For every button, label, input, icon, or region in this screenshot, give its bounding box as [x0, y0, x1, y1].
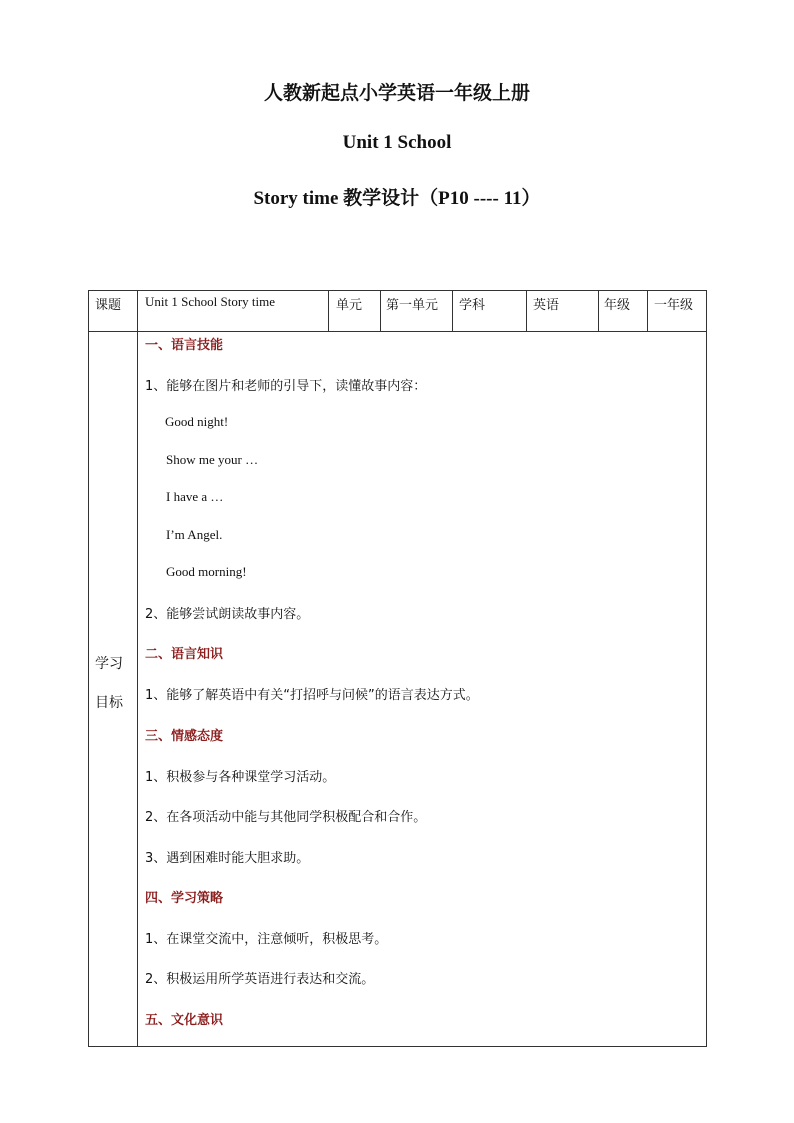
- row-divider: [89, 331, 706, 332]
- goal-item: 1、在课堂交流中，注意倾听，积极思考。: [145, 932, 388, 947]
- unit-label: 单元: [336, 298, 363, 313]
- lesson-plan-table: [88, 290, 707, 1047]
- grade-value: 一年级: [654, 298, 694, 313]
- goal-heading-strategies: 四、学习策略: [145, 891, 224, 906]
- subject-value: 英语: [533, 298, 560, 313]
- goal-heading-language-skills: 一、语言技能: [145, 338, 224, 353]
- story-sentence: Good morning!: [166, 564, 247, 579]
- column-divider: [647, 291, 648, 331]
- column-divider: [526, 291, 527, 331]
- column-divider: [137, 291, 138, 1046]
- lesson-title: Story time 教学设计（P10 ---- 11）: [253, 188, 541, 209]
- goal-item: 1、能够了解英语中有关“打招呼与问候”的语言表达方式。: [145, 688, 479, 703]
- story-sentence: I have a …: [166, 489, 224, 504]
- column-divider: [598, 291, 599, 331]
- story-sentence: Show me your …: [166, 452, 259, 467]
- goal-item: 2、能够尝试朗读故事内容。: [145, 607, 310, 622]
- story-sentence: I’m Angel.: [166, 527, 223, 542]
- subject-label: 学科: [459, 298, 486, 313]
- document-title: 人教新起点小学英语一年级上册: [263, 83, 530, 104]
- column-divider: [452, 291, 453, 331]
- unit-title: Unit 1 School: [342, 132, 452, 153]
- unit-value: 第一单元: [386, 298, 439, 313]
- goal-item: 1、积极参与各种课堂学习活动。: [145, 770, 336, 785]
- goal-item: 1、能够在图片和老师的引导下，读懂故事内容：: [145, 379, 427, 394]
- story-sentence: Good night!: [165, 414, 229, 429]
- column-divider: [380, 291, 381, 331]
- goals-label-line2: 目标: [95, 695, 123, 711]
- goal-heading-language-knowledge: 二、语言知识: [145, 647, 224, 662]
- goal-item: 2、积极运用所学英语进行表达和交流。: [145, 972, 375, 987]
- topic-value: Unit 1 School Story time: [145, 294, 275, 309]
- topic-label: 课题: [95, 298, 122, 313]
- goal-item: 3、遇到困难时能大胆求助。: [145, 851, 310, 866]
- goal-item: 2、在各项活动中能与其他同学积极配合和合作。: [145, 810, 427, 825]
- grade-label: 年级: [604, 298, 631, 313]
- goal-heading-attitude: 三、情感态度: [145, 729, 224, 744]
- goal-heading-culture: 五、文化意识: [145, 1013, 224, 1028]
- goals-label-line1: 学习: [95, 656, 123, 672]
- column-divider: [328, 291, 329, 331]
